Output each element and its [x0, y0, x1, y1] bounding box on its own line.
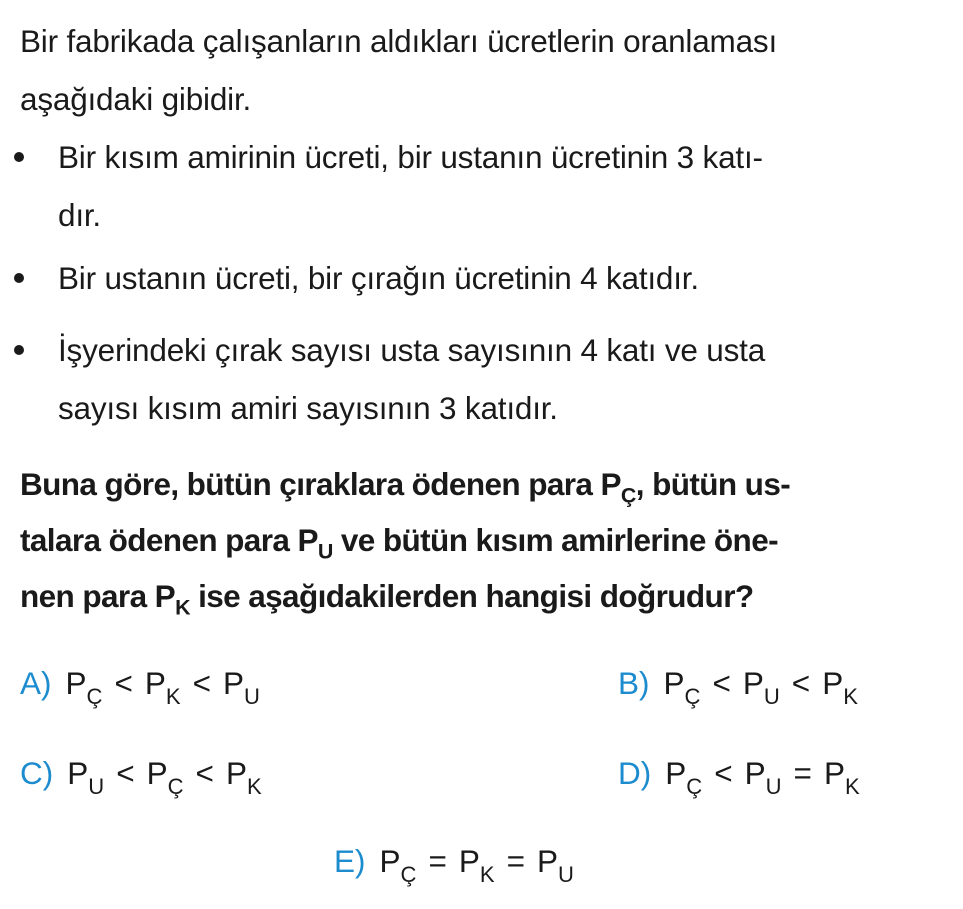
variable-subscript: U — [763, 683, 780, 709]
variable-symbol: P — [146, 755, 168, 791]
option-letter: B) — [618, 665, 650, 701]
option-letter: D) — [618, 755, 652, 791]
variable-symbol: P — [823, 755, 845, 791]
variable-subscript: U — [558, 861, 574, 887]
operator: = — [428, 843, 447, 879]
operator: = — [793, 755, 812, 791]
operator: < — [195, 755, 214, 791]
bullet-dot-icon — [14, 152, 24, 162]
variable-symbol: P — [144, 665, 166, 701]
variable-symbol: P — [665, 755, 687, 791]
option-d[interactable] — [618, 753, 860, 799]
variable-subscript: Ç — [167, 773, 184, 799]
operator: = — [506, 843, 525, 879]
variable-symbol: P — [822, 665, 844, 701]
variable-symbol: P — [536, 843, 558, 879]
variable-subscript: Ç — [686, 773, 703, 799]
intro-paragraph — [20, 12, 950, 128]
operator: < — [192, 665, 211, 701]
variable-symbol: P — [458, 843, 480, 879]
option-c[interactable] — [20, 753, 262, 799]
variable-symbol: P — [222, 665, 244, 701]
variable-symbol: P — [65, 665, 87, 701]
operator: < — [714, 755, 733, 791]
subscript: U — [317, 539, 333, 564]
operator: < — [791, 665, 811, 701]
operator: < — [114, 665, 133, 701]
bullet-dot-icon — [14, 345, 24, 355]
subscript: K — [175, 595, 190, 620]
option-letter: E) — [334, 843, 366, 879]
variable-subscript: U — [88, 773, 105, 799]
variable-subscript: K — [843, 683, 858, 709]
bullet-line: Bir ustanın ücreti, bir çırağın ücretinin 4 katıdır. — [58, 260, 699, 296]
variable-symbol: P — [379, 843, 401, 879]
variable-subscript: Ç — [400, 861, 417, 887]
bullet-line: Bir kısım amirinin ücreti, bir ustanın ücretinin 3 katı- — [58, 139, 763, 175]
intro-line: aşağıdaki gibidir. — [20, 81, 252, 117]
variable-subscript: K — [479, 861, 495, 887]
variable-symbol: P — [67, 755, 89, 791]
option-a[interactable] — [20, 663, 260, 709]
bullet-line: sayısı kısım amiri sayısının 3 katıdır. — [58, 390, 558, 426]
question-line: Buna göre, bütün çıraklara ödenen para $P_Ç$, bütün us- — [20, 466, 791, 508]
question-line: nen para $P_K$ ise aşağıdakilerden hangisi doğrudur? — [20, 578, 754, 620]
variable-subscript: Ç — [86, 683, 103, 709]
variable-subscript: K — [844, 773, 860, 799]
operator: < — [712, 665, 731, 701]
variable-subscript: U — [244, 683, 260, 709]
question-line: talara ödenen para $P_U$ ve bütün kısım amirlerine öne- — [20, 522, 779, 564]
variable-symbol: P — [744, 755, 766, 791]
bullet-line: İşyerindeki çırak sayısı usta sayısının 4 katı ve usta — [58, 332, 766, 368]
variable-subscript: Ç — [684, 683, 701, 709]
option-e[interactable] — [334, 841, 574, 887]
variable-symbol: P — [742, 665, 764, 701]
option-b[interactable] — [618, 663, 858, 709]
option-letter: A) — [20, 665, 52, 701]
question-text — [20, 456, 955, 624]
operator: < — [116, 755, 135, 791]
variable-symbol: P — [663, 665, 685, 701]
intro-line: Bir fabrikada çalışanların aldıkları ücretlerin oranlaması — [20, 23, 777, 59]
option-letter: C) — [20, 755, 54, 791]
subscript: Ç — [620, 483, 636, 508]
bullet-dot-icon — [14, 273, 24, 283]
variable-symbol: P — [225, 755, 247, 791]
variable-subscript: K — [246, 773, 262, 799]
variable-subscript: U — [765, 773, 782, 799]
bullet-line: dır. — [58, 197, 101, 233]
variable-subscript: K — [165, 683, 181, 709]
